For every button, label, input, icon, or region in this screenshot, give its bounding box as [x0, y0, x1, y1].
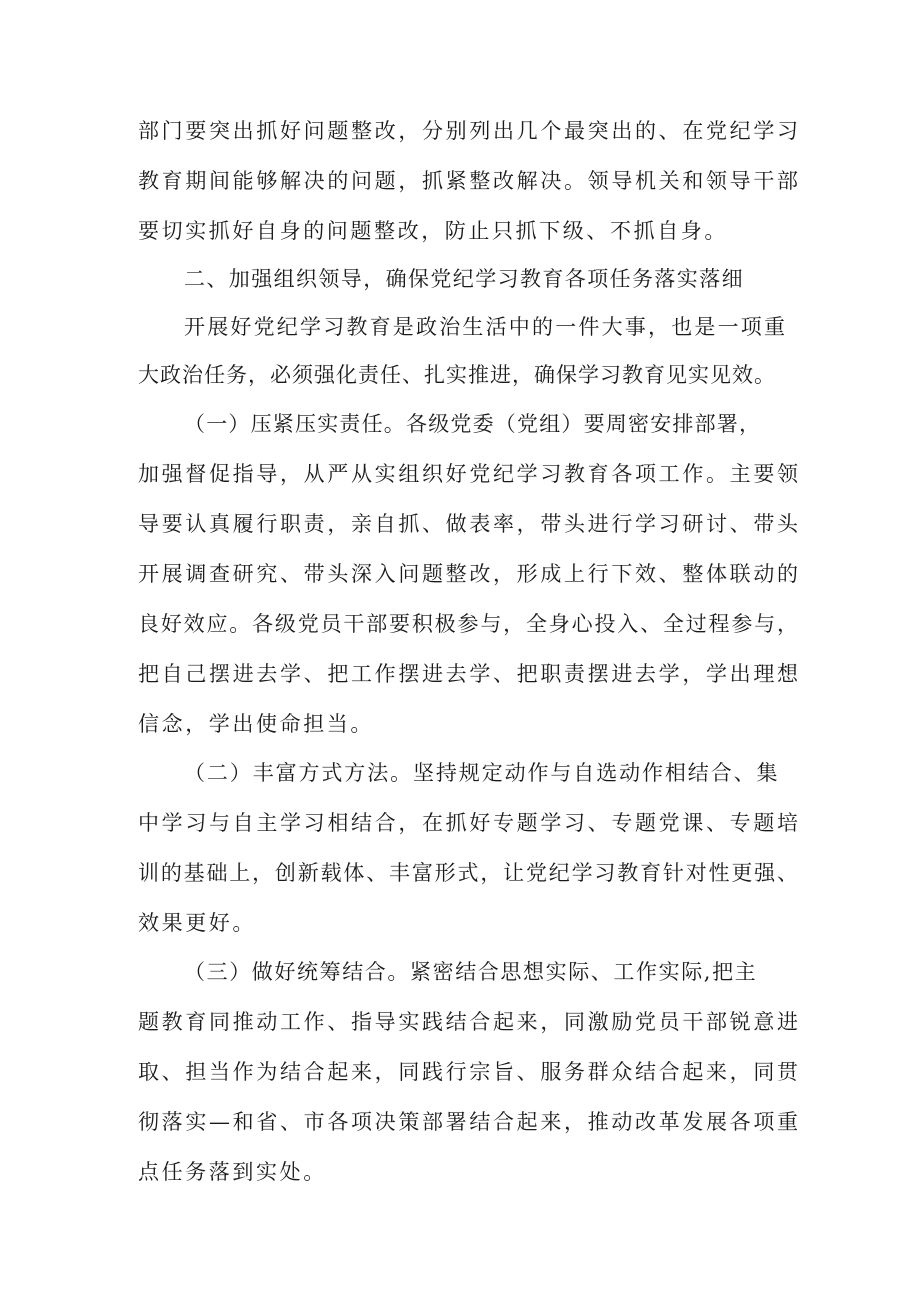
paragraph-5-line-1: （三）做好统筹结合。紧密结合思想实际、工作实际,把主: [184, 960, 758, 984]
paragraph-3-line-3: 导要认真履行职责，亲自抓、做表率，带头进行学习研讨、带头: [138, 512, 798, 536]
paragraph-2-line-2: 大政治任务，必须强化责任、扎实推进，确保学习教育见实见效。: [138, 363, 776, 387]
paragraph-1-line-1: 部门要突出抓好问题整改，分别列出几个最突出的、在党纪学习: [138, 119, 798, 143]
paragraph-5-line-4: 彻落实—和省、市各项决策部署结合起来，推动改革发展各项重: [138, 1110, 798, 1134]
paragraph-4-line-4: 效果更好。: [138, 911, 256, 935]
paragraph-5-line-3: 取、担当作为结合起来，同践行宗旨、服务群众结合起来，同贯: [138, 1060, 798, 1084]
paragraph-5-line-2: 题教育同推动工作、指导实践结合起来，同激励党员干部锐意进: [138, 1010, 798, 1034]
paragraph-1-line-2: 教育期间能够解决的问题，抓紧整改解决。领导机关和领导干部: [138, 169, 798, 193]
paragraph-2-line-1: 开展好党纪学习教育是政治生活中的一件大事，也是一项重: [184, 315, 788, 339]
paragraph-4-line-2: 中学习与自主学习相结合，在抓好专题学习、专题党课、专题培: [138, 811, 798, 835]
paragraph-4-line-3: 训的基础上，创新载体、丰富形式，让党纪学习教育针对性更强、: [138, 861, 798, 885]
paragraph-5-line-5: 点任务落到实处。: [138, 1160, 327, 1184]
paragraph-3-line-2: 加强督促指导，从严从实组织好党纪学习教育各项工作。主要领: [138, 462, 798, 486]
paragraph-3-line-7: 信念，学出使命担当。: [138, 712, 374, 736]
paragraph-3-line-4: 开展调查研究、带头深入问题整改，形成上行下效、整体联动的: [138, 562, 798, 586]
paragraph-1-line-3: 要切实抓好自身的问题整改，防止只抓下级、不抓自身。: [138, 219, 728, 243]
paragraph-3-line-6: 把自己摆进去学、把工作摆进去学、把职责摆进去学，学出理想: [138, 662, 798, 686]
section-heading-2: 二、加强组织领导，确保党纪学习教育各项任务落实落细: [184, 267, 744, 291]
paragraph-3-line-5: 良好效应。各级党员干部要积极参与，全身心投入、全过程参与，: [138, 612, 798, 636]
paragraph-4-line-1: （二）丰富方式方法。坚持规定动作与自选动作相结合、集: [184, 761, 780, 785]
paragraph-3-line-1: （一）压紧压实责任。各级党委（党组）要周密安排部署，: [184, 412, 762, 436]
